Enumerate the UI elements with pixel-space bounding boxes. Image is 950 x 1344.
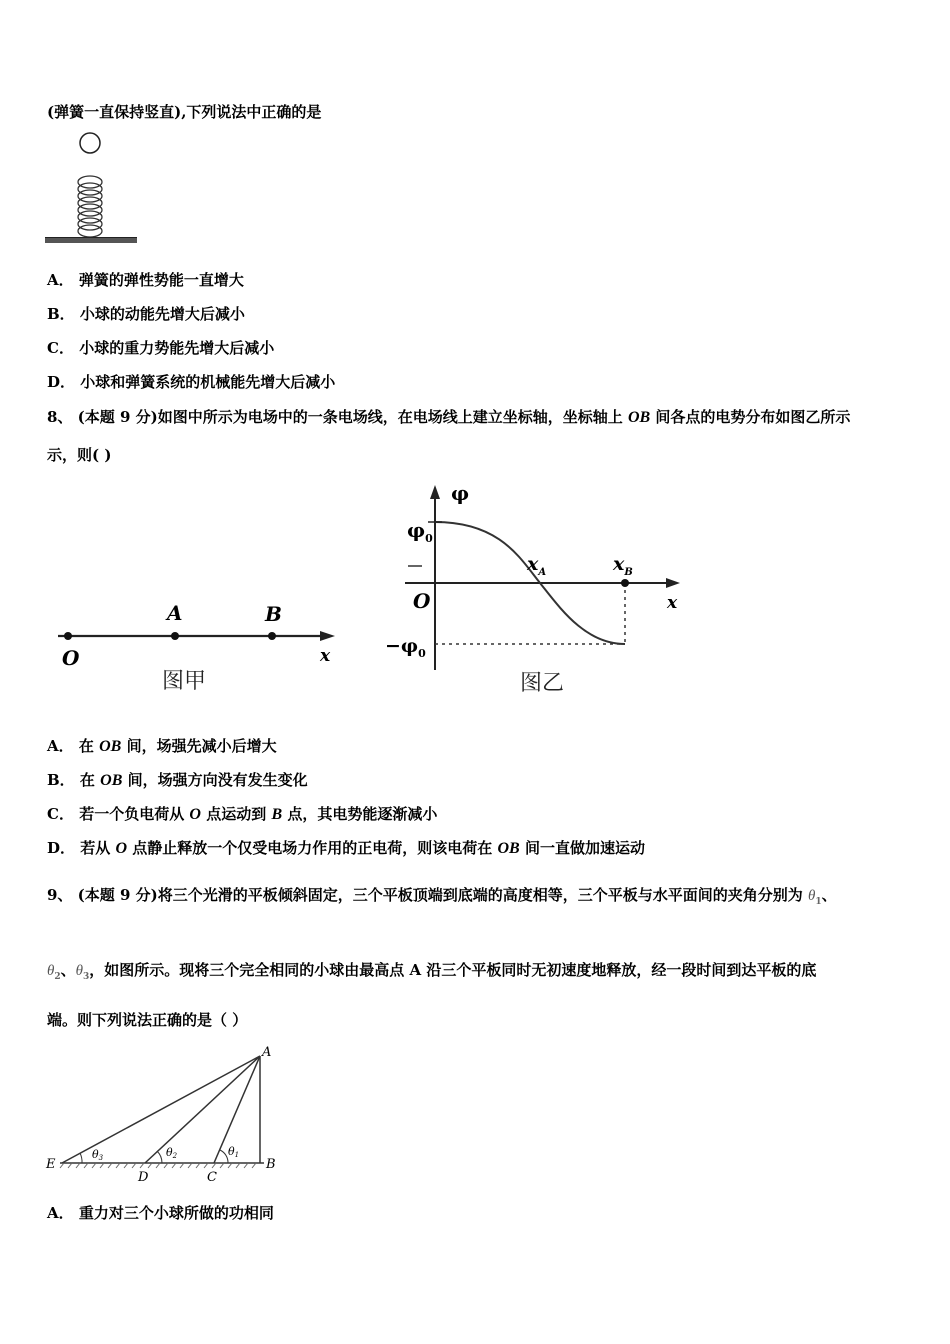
label-phi: φ — [451, 481, 470, 505]
ball — [80, 133, 100, 153]
label-xb: $x_B$ — [613, 553, 633, 578]
q8-option-b[interactable]: B． 在 OB 间，场强方向没有发生变化 — [47, 771, 308, 789]
label-x: x — [320, 646, 331, 666]
label-theta3: θ3 — [92, 1148, 104, 1162]
spring-coil — [78, 176, 102, 237]
q7-option-a[interactable]: A． 弹簧的弹性势能一直增大 — [47, 271, 244, 289]
label-b: B — [266, 1157, 276, 1172]
point-a — [171, 632, 179, 640]
label-theta2: θ2 — [166, 1146, 178, 1160]
label-neg-phi0: $-\varphi_0$ — [385, 635, 426, 660]
plane-ac — [214, 1056, 260, 1163]
q8-stem-line1: 8、 (本题 9 分)如图中所示为电场中的一条电场线，在电场线上建立坐标轴，坐标轴上 OB 间各点的电势分布如图乙所示 — [47, 408, 851, 426]
figure-jia — [50, 595, 350, 700]
point-b — [268, 632, 276, 640]
label-b: B — [265, 602, 282, 626]
q8-stem-line2: 示，则( ) — [47, 446, 112, 464]
q7-option-b[interactable]: B． 小球的动能先增大后减小 — [47, 305, 245, 323]
label-a: A — [167, 601, 183, 625]
caption-yi: 图乙 — [520, 671, 565, 696]
label-e: E — [46, 1157, 56, 1172]
q9-option-a[interactable]: A． 重力对三个小球所做的功相同 — [47, 1204, 274, 1222]
ground-hatch — [45, 238, 137, 243]
figure-inclines — [42, 1042, 292, 1187]
figure-yi — [380, 480, 700, 705]
q8-option-d[interactable]: D． 若从 O 点静止释放一个仅受电场力作用的正电荷，则该电荷在 OB 间一直做加速运动 — [47, 839, 645, 857]
label-phi0: $\varphi_0$ — [407, 518, 433, 545]
label-xa: $x_A$ — [527, 553, 547, 578]
phi-arrow — [430, 485, 440, 499]
label-theta1: θ1 — [228, 1145, 240, 1159]
q9-stem-line3: 端。则下列说法正确的是（ ） — [47, 1011, 248, 1029]
spring-figure — [45, 130, 140, 248]
label-origin: O — [413, 589, 431, 613]
caption-jia: 图甲 — [162, 669, 207, 694]
q9-stem-line1: 9、 (本题 9 分)将三个光滑的平板倾斜固定，三个平板顶端到底端的高度相等，三个平板与水平面间的夹角分别为 $\theta_1$、 — [47, 886, 837, 907]
x-arrow — [666, 578, 680, 588]
question-intro: (弹簧一直保持竖直),下列说法中正确的是 — [47, 103, 322, 121]
q7-option-c[interactable]: C． 小球的重力势能先增大后减小 — [47, 339, 275, 357]
label-axis-x: x — [667, 593, 678, 613]
label-a: A — [262, 1045, 272, 1060]
label-c: C — [207, 1170, 217, 1185]
q7-option-d[interactable]: D． 小球和弹簧系统的机械能先增大后减小 — [47, 373, 336, 391]
q8-option-a[interactable]: A． 在 OB 间，场强先减小后增大 — [47, 737, 277, 755]
point-xb — [621, 579, 629, 587]
q8-option-c[interactable]: C． 若一个负电荷从 O 点运动到 B 点，其电势能逐渐减小 — [47, 805, 438, 823]
label-d: D — [138, 1170, 149, 1185]
arc-theta3 — [80, 1153, 82, 1163]
label-o: O — [62, 646, 80, 670]
point-o — [64, 632, 72, 640]
arc-theta2 — [157, 1151, 162, 1163]
q9-stem-line2: $\theta_2$、$\theta_3$，如图所示。现将三个完全相同的小球由最高点 A 沿三个平板同时无初速度地释放，经一段时间到达平板的底 — [47, 961, 817, 982]
arc-theta1 — [220, 1150, 228, 1163]
field-arrow — [320, 631, 335, 641]
